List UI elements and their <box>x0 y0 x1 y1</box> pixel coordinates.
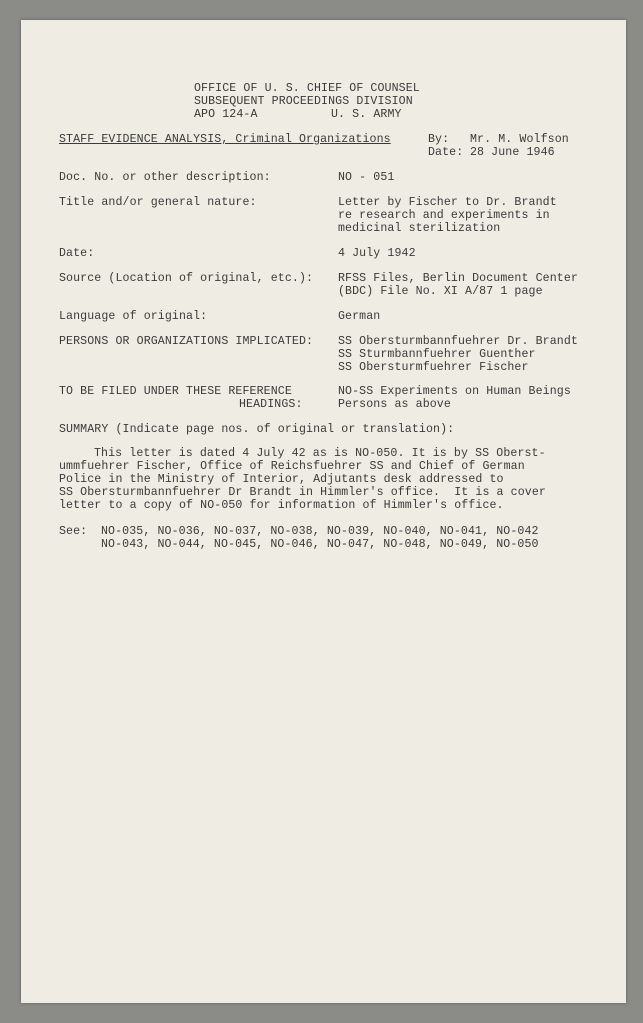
title-value-line2: re research and experiments in <box>338 209 550 222</box>
file-under-value-line2: Persons as above <box>338 398 451 411</box>
source-value-line2: (BDC) File No. XI A/87 1 page <box>338 285 543 298</box>
document-date-value: 4 July 1942 <box>338 247 416 260</box>
by-value: Mr. M. Wolfson <box>470 133 569 146</box>
see-refs-line1: NO-035, NO-036, NO-037, NO-038, NO-039, NO-040, NO-041, NO-042 <box>101 525 539 538</box>
language-label: Language of original: <box>59 310 208 323</box>
source-value-line1: RFSS Files, Berlin Document Center <box>338 272 578 285</box>
summary-line4: SS Obersturmbannfuehrer Dr Brandt in Himmler's office. It is a cover <box>59 486 546 499</box>
summary-line1: This letter is dated 4 July 42 as is NO-050. It is by SS Oberst- <box>94 447 546 460</box>
doc-no-value: NO - 051 <box>338 171 395 184</box>
source-label: Source (Location of original, etc.): <box>59 272 314 285</box>
persons-value-line2: SS Sturmbannfuehrer Guenther <box>338 348 536 361</box>
date-prepared-label: Date: <box>428 146 464 159</box>
summary-line3: Police in the Ministry of Interior, Adjutants desk addressed to <box>59 473 504 486</box>
title-label: Title and/or general nature: <box>59 196 257 209</box>
office-header-apo: APO 124-A <box>194 108 258 121</box>
persons-value-line1: SS Obersturmbannfuehrer Dr. Brandt <box>338 335 578 348</box>
summary-line2: ummfuehrer Fischer, Office of Reichsfuehrer SS and Chief of German <box>59 460 525 473</box>
doc-no-label: Doc. No. or other description: <box>59 171 271 184</box>
see-refs-line2: NO-043, NO-044, NO-045, NO-046, NO-047, NO-048, NO-049, NO-050 <box>101 538 539 551</box>
by-label: By: <box>428 133 450 146</box>
summary-line5: letter to a copy of NO-050 for information of Himmler's office. <box>59 499 504 512</box>
see-label: See: <box>59 525 88 538</box>
staff-evidence-analysis-title: STAFF EVIDENCE ANALYSIS, Criminal Organizations <box>59 133 391 146</box>
persons-label: PERSONS OR ORGANIZATIONS IMPLICATED: <box>59 335 314 348</box>
summary-heading: SUMMARY (Indicate page nos. of original or translation): <box>59 423 455 436</box>
office-header-line1: OFFICE OF U. S. CHIEF OF COUNSEL <box>194 82 420 95</box>
file-under-value-line1: NO-SS Experiments on Human Beings <box>338 385 571 398</box>
document-date-label: Date: <box>59 247 95 260</box>
language-value: German <box>338 310 381 323</box>
document-page <box>21 20 626 1003</box>
title-value-line1: Letter by Fischer to Dr. Brandt <box>338 196 557 209</box>
file-under-label-line2: HEADINGS: <box>239 398 303 411</box>
title-value-line3: medicinal sterilization <box>338 222 501 235</box>
persons-value-line3: SS Obersturmfuehrer Fischer <box>338 361 529 374</box>
file-under-label-line1: TO BE FILED UNDER THESE REFERENCE <box>59 385 292 398</box>
office-header-line2: SUBSEQUENT PROCEEDINGS DIVISION <box>194 95 413 108</box>
office-header-army: U. S. ARMY <box>331 108 402 121</box>
date-prepared-value: 28 June 1946 <box>470 146 555 159</box>
